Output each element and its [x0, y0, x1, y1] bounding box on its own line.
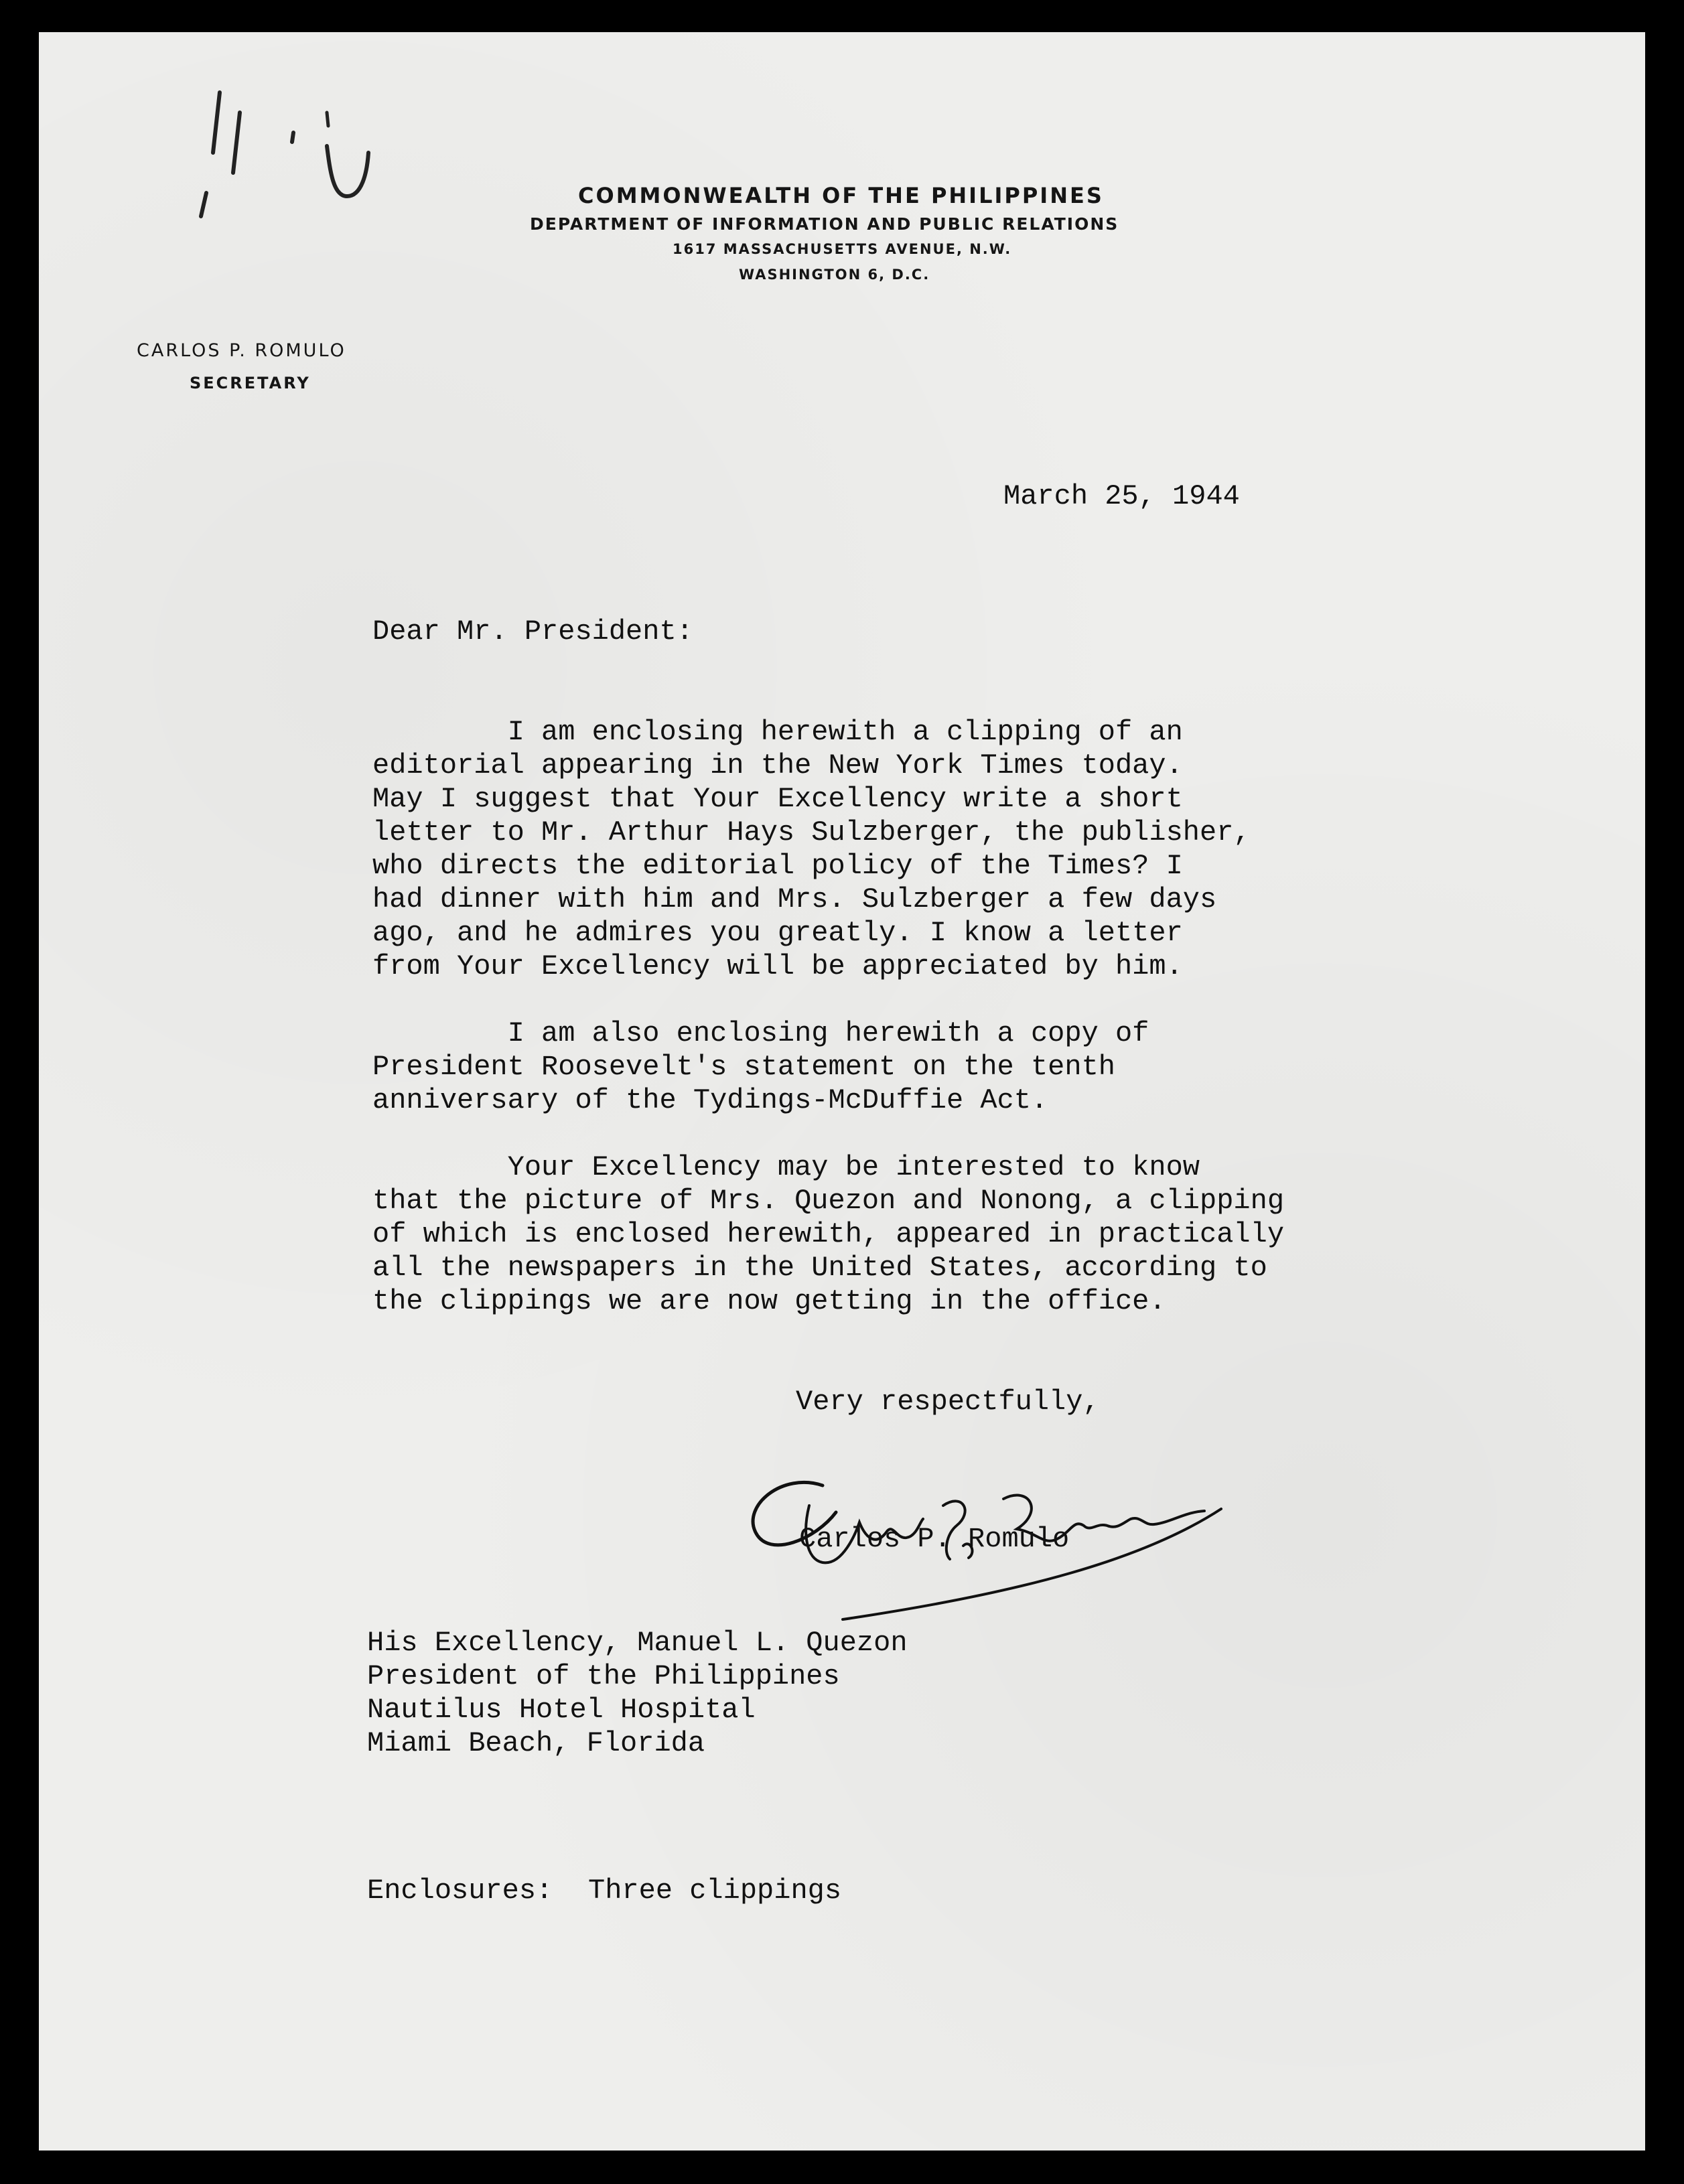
text-line: had dinner with him and Mrs. Sulzberger a few days: [372, 883, 1217, 916]
text-line: all the newspapers in the United States, according to: [372, 1252, 1267, 1284]
enclosures-label: Enclosures:: [367, 1875, 553, 1907]
letterhead-city: WASHINGTON 6, D.C.: [739, 267, 930, 283]
text-line: anniversary of the Tydings-McDuffie Act.: [372, 1084, 1048, 1116]
enclosures-value: Three clippings: [588, 1875, 842, 1907]
text-line: editorial appearing in the New York Times today.: [372, 749, 1183, 782]
text-line: letter to Mr. Arthur Hays Sulzberger, the publisher,: [372, 816, 1251, 849]
recipient-line: Miami Beach, Florida: [367, 1727, 705, 1759]
letter-date: March 25, 1944: [1003, 480, 1240, 512]
recipient-line: President of the Philippines: [367, 1660, 840, 1692]
text-line: from Your Excellency will be appreciated by him.: [372, 950, 1183, 982]
text-line: I am also enclosing herewith a copy of: [372, 1017, 1149, 1049]
typed-signature: Carlos P. Romulo: [799, 1523, 1070, 1555]
sender-name: CARLOS P. ROMULO: [137, 340, 346, 361]
letterhead-org: COMMONWEALTH OF THE PHILIPPINES: [578, 183, 1104, 208]
salutation: Dear Mr. President:: [372, 615, 693, 648]
closing: Very respectfully,: [796, 1386, 1100, 1418]
handwritten-mark: [193, 72, 447, 246]
recipient-line: His Excellency, Manuel L. Quezon: [367, 1627, 908, 1659]
text-line: who directs the editorial policy of the Times? I: [372, 850, 1183, 882]
text-line: Your Excellency may be interested to know: [372, 1151, 1200, 1183]
letter-page: [39, 32, 1645, 2151]
sender-title: SECRETARY: [190, 374, 311, 392]
text-line: President Roosevelt's statement on the tenth: [372, 1051, 1115, 1083]
letterhead-department: DEPARTMENT OF INFORMATION AND PUBLIC RELATIONS: [530, 214, 1119, 234]
text-line: that the picture of Mrs. Quezon and Nonong, a clipping: [372, 1185, 1285, 1217]
text-line: May I suggest that Your Excellency write a short: [372, 783, 1183, 815]
letterhead-address: 1617 MASSACHUSETTS AVENUE, N.W.: [673, 241, 1012, 257]
text-line: ago, and he admires you greatly. I know a letter: [372, 917, 1183, 949]
recipient-line: Nautilus Hotel Hospital: [367, 1694, 756, 1726]
text-line: of which is enclosed herewith, appeared in practically: [372, 1218, 1285, 1250]
text-line: the clippings we are now getting in the office.: [372, 1285, 1166, 1317]
text-line: I am enclosing herewith a clipping of an: [372, 716, 1183, 748]
